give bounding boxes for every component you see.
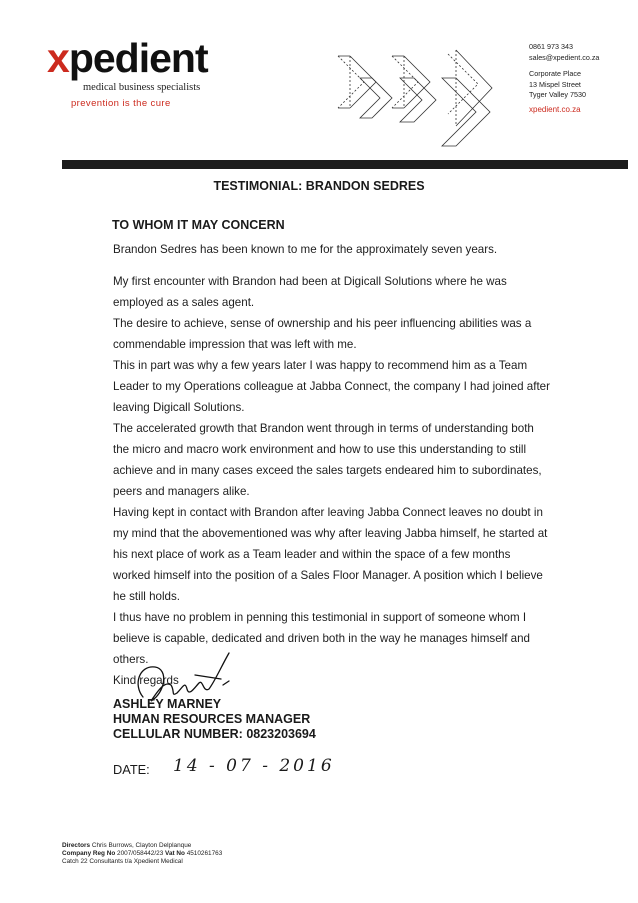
body-line: My first encounter with Brandon had been at Digicall Solutions where he was [113,275,507,288]
contact-details [529,42,599,116]
company-tagline: prevention is the cure [71,98,171,109]
company-reg-number: 2007/058442/23 [117,850,164,857]
signatory-title: HUMAN RESOURCES MANAGER [113,712,311,726]
address-line-1: Corporate Place [529,69,581,79]
chevron-arrows-graphic [330,48,510,156]
vat-number: 4510261763 [186,850,223,857]
body-line: peers and managers alike. [113,485,250,498]
body-line: This in part was why a few years later I was happy to recommend him as a Team [113,359,528,372]
body-line: Having kept in contact with Brandon after leaving Jabba Connect leaves no doubt in [113,506,543,519]
body-line: leaving Digicall Solutions. [113,401,245,414]
body-line: Leader to my Operations colleague at Jabba Connect, the company I had joined after [113,380,550,393]
body-line: my mind that the abovementioned was why after leaving Jabba himself, he started at [113,527,548,540]
body-line: he still holds. [113,590,181,603]
company-logo [47,35,208,93]
document-title: TESTIMONIAL: BRANDON SEDRES [213,179,425,193]
body-line: believe is capable, dedicated and driven both in the way he manages himself and [113,632,531,645]
body-line: achieve and in many cases exceed the sales targets endeared him to subordinates, [113,464,542,477]
body-line: Brandon Sedres has been known to me for the approximately seven years. [113,243,498,256]
body-line: worked himself into the position of a Sales Floor Manager. A position which I believe [113,569,543,582]
body-line: The desire to achieve, sense of ownership and his peer influencing abilities was a [113,317,532,330]
directors-names: Chris Burrows, Clayton Delplanque [91,842,192,849]
address-line-3: Tyger Valley 7530 [529,90,587,100]
footer [62,842,222,866]
closing: Kind regards [113,674,179,687]
logo-rest: pedient [68,35,208,81]
body-line: I thus have no problem in penning this testimonial in support of someone whom I [113,611,527,624]
header-divider-bar [62,160,628,169]
logo-wordmark [47,35,208,81]
company-reg-label: Company Reg No [62,850,116,857]
body-line: The accelerated growth that Brandon went through in terms of understanding both [113,422,534,435]
contact-email: sales@xpedient.co.za [529,52,600,62]
address-line-2: 13 Mispel Street [529,79,581,89]
trading-as: Catch 22 Consultants t/a Xpedient Medical [62,858,183,865]
date-label: DATE: [113,762,150,777]
contact-website: xpedient.co.za [529,104,581,114]
logo-subtitle: medical business specialists [83,82,201,93]
vat-label: Vat No [165,850,185,857]
body-line: others. [113,653,149,666]
signatory-name: ASHLEY MARNEY [113,697,222,711]
salutation: TO WHOM IT MAY CONCERN [112,218,285,232]
handwritten-date: 14 - 07 - 2016 [173,756,335,776]
body-line: the micro and macro work environment and how to use this understanding to still [113,443,527,456]
signatory-cellular: CELLULAR NUMBER: 0823203694 [113,727,316,741]
body-line: his next place of work as a Team leader and within the space of a few months [113,548,511,561]
directors-label: Directors [62,842,91,849]
body-line: employed as a sales agent. [113,296,255,309]
logo-x-mark: x [47,35,69,81]
body-line: commendable impression that was left with me. [113,338,357,351]
contact-phone: 0861 973 343 [529,42,573,51]
